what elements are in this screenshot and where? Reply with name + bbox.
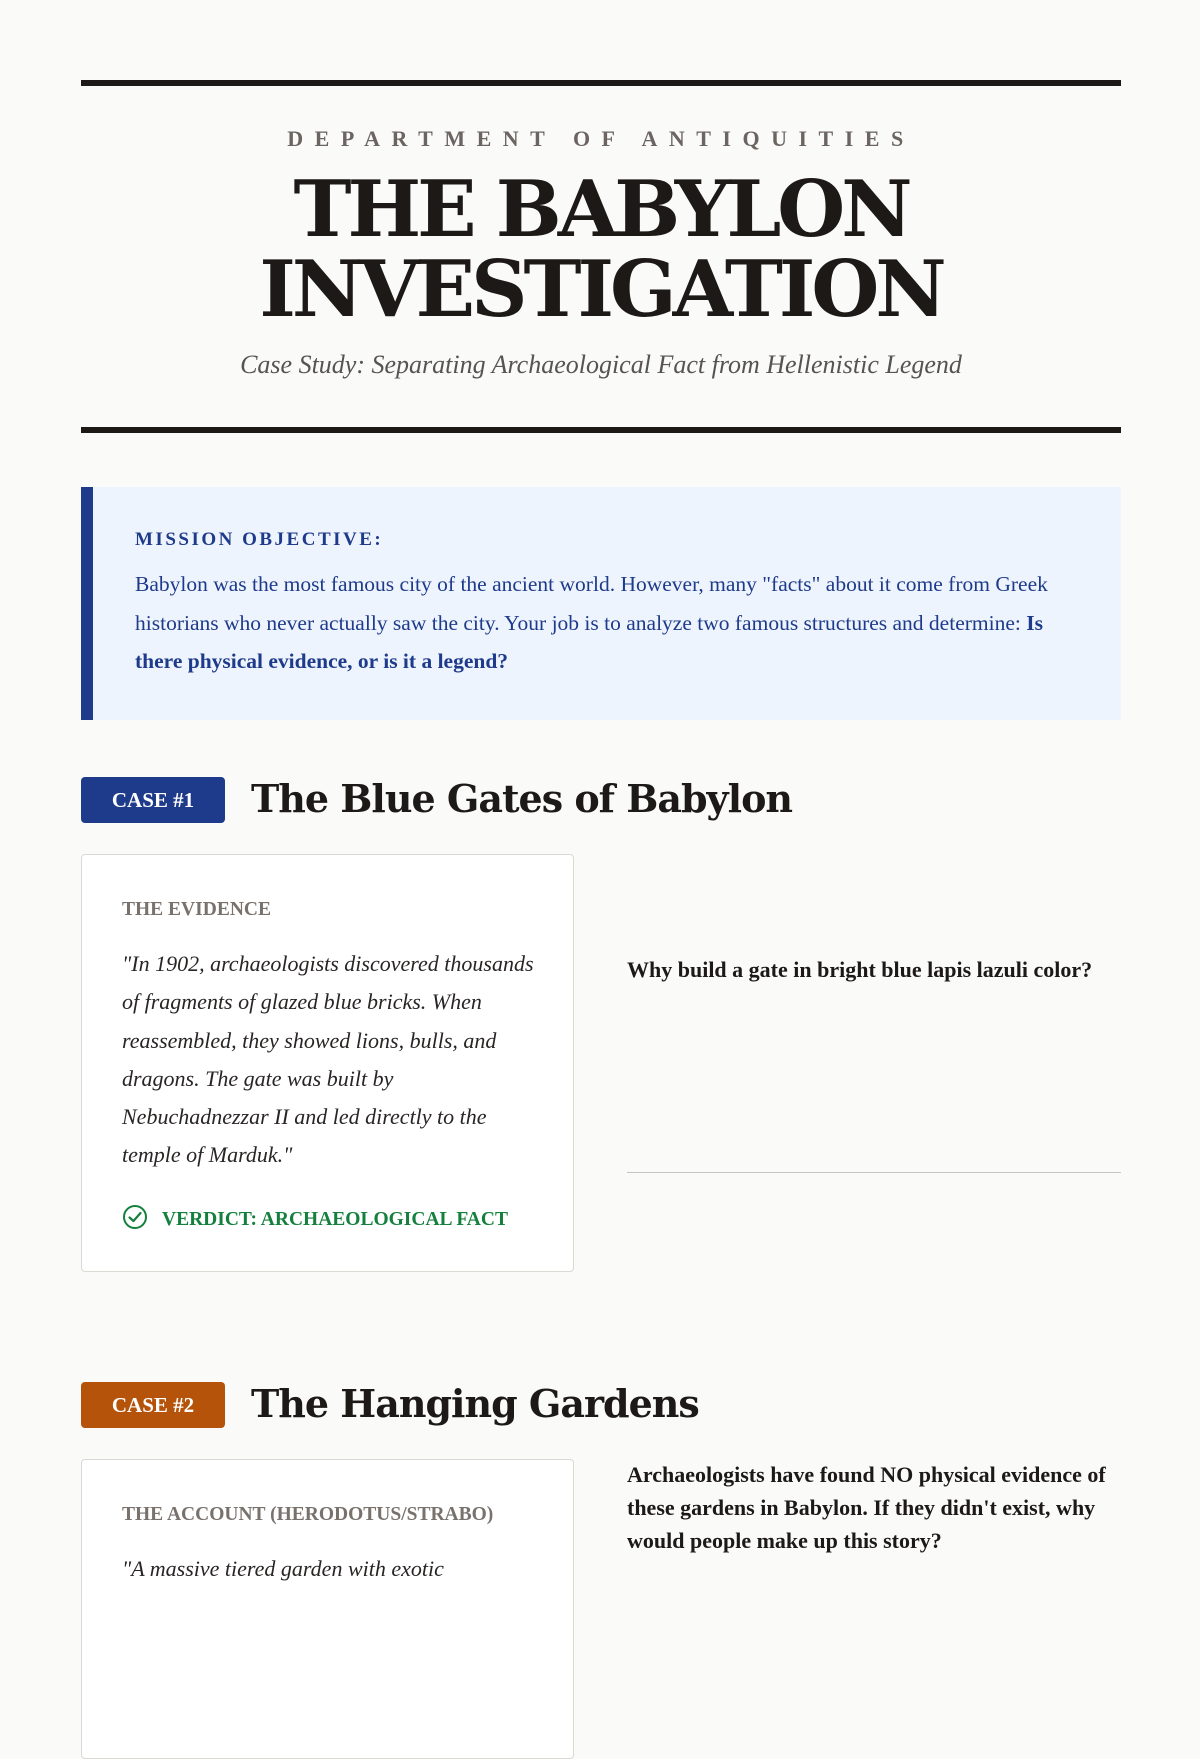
mission-body: Babylon was the most famous city of the ancient world. However, many "facts" about it come from Greek historians who never actually saw the city. Your job is to analyze two famous structures and determine:: [135, 572, 1048, 635]
mission-text: [135, 565, 1085, 681]
case-1-card-label: THE EVIDENCE: [122, 899, 271, 920]
case-1-quote: "In 1902, archaeologists discovered thousands of fragments of glazed blue bricks. When reassembled, they showed lions, bulls, and dragons. The gate was built by Nebuchadnezzar II and led directly to the temple of Marduk.": [122, 951, 534, 1168]
case-1-title: The Blue Gates of Babylon: [251, 776, 793, 821]
mission-label: MISSION OBJECTIVE:: [135, 529, 384, 550]
title-line-2: INVESTIGATION: [259, 244, 943, 335]
top-rule: [81, 80, 1121, 86]
case-2-account-card: [81, 1459, 574, 1759]
check-circle-icon: [122, 1204, 148, 1236]
title-line-1: THE BABYLON: [293, 164, 909, 255]
case-1-evidence-card: [81, 854, 574, 1272]
case-1-question: Why build a gate in bright blue lapis lazuli color?: [627, 957, 1093, 982]
case-2-badge: CASE #2: [81, 1382, 225, 1428]
case-1-verdict: [122, 1204, 508, 1236]
case-1-verdict-text: VERDICT: ARCHAEOLOGICAL FACT: [162, 1209, 508, 1230]
mission-emphasis: Is there physical evidence, or is it a legend?: [135, 610, 1043, 673]
page-subtitle: Case Study: Separating Archaeological Fact from Hellenistic Legend: [240, 350, 962, 379]
case-1-answer-line[interactable]: [627, 1172, 1121, 1173]
case-2-question: Archaeologists have found NO physical evidence of these gardens in Babylon. If they didn't exist, why would people make up this story?: [627, 1462, 1106, 1553]
mission-objective-box: [81, 487, 1121, 720]
case-1-badge: CASE #1: [81, 777, 225, 823]
case-2-quote: "A massive tiered garden with exotic: [122, 1556, 444, 1581]
case-2-title: The Hanging Gardens: [251, 1381, 699, 1426]
case-2-card-label: THE ACCOUNT (HERODOTUS/STRABO): [122, 1504, 494, 1525]
header-bottom-rule: [81, 427, 1121, 433]
page-title: [81, 164, 1121, 335]
department-label: DEPARTMENT OF ANTIQUITIES: [287, 126, 915, 151]
